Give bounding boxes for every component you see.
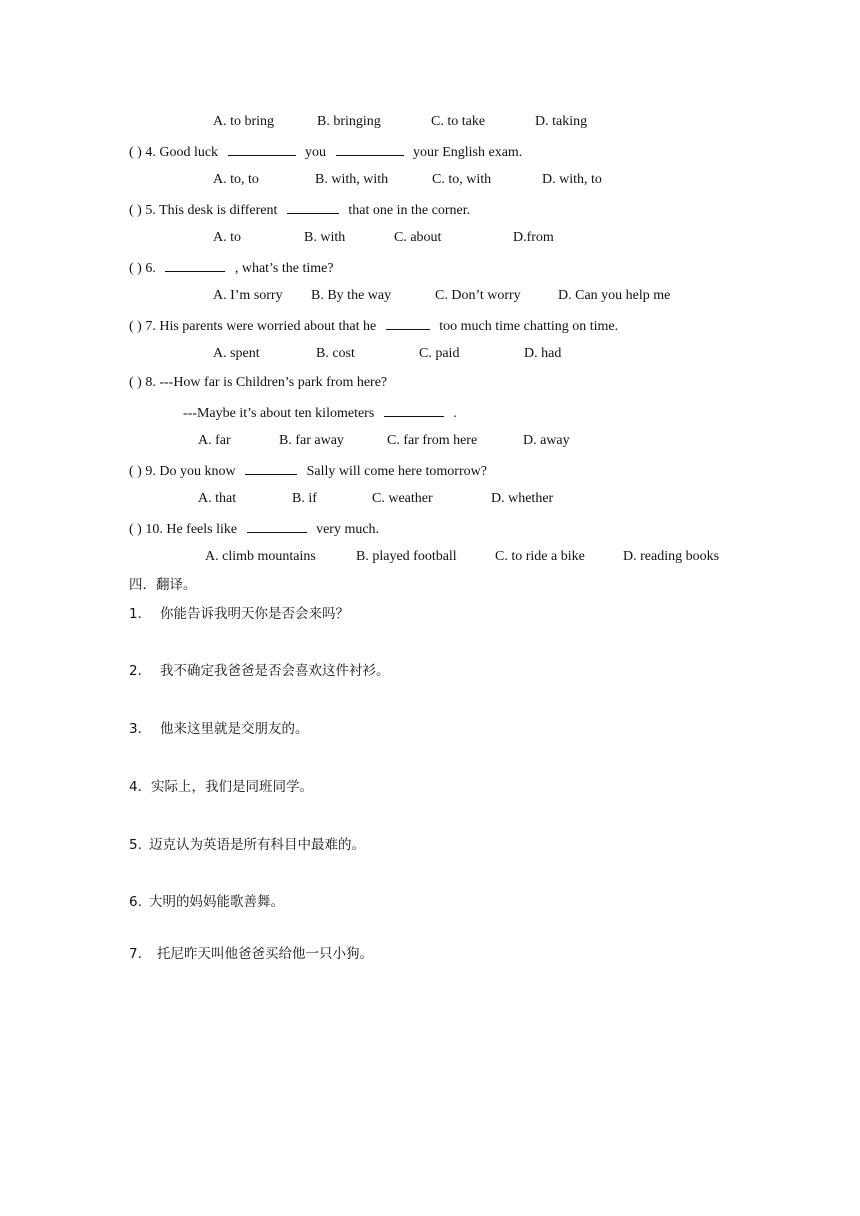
item-number: 1． xyxy=(129,606,152,622)
question-7 xyxy=(129,316,618,336)
q9-option-c: C. weather xyxy=(372,491,433,506)
question-number: 4. xyxy=(145,145,156,160)
q3-option-b: B. bringing xyxy=(317,114,381,129)
section-4-title: 四．翻译。 xyxy=(129,577,197,593)
answer-blank xyxy=(384,403,444,417)
question-text: . xyxy=(453,406,457,421)
item-text: 你能告诉我明天你是否会来吗？ xyxy=(160,606,349,622)
q10-option-b: B. played football xyxy=(356,549,457,564)
q9-option-d: D. whether xyxy=(491,491,554,506)
q8-option-d: D. away xyxy=(523,433,570,448)
question-text: your English exam. xyxy=(413,145,523,160)
question-text: ---Maybe it’s about ten kilometers xyxy=(183,406,375,421)
question-text: Do you know xyxy=(159,464,236,479)
question-text: Sally will come here tomorrow? xyxy=(306,464,487,479)
question-text: , what’s the time? xyxy=(234,261,334,276)
answer-paren: ( ) xyxy=(129,145,142,160)
q5-option-d: D.from xyxy=(513,230,554,245)
item-number: 5. xyxy=(129,837,142,853)
q7-option-c: C. paid xyxy=(419,346,460,361)
q5-option-b: B. with xyxy=(304,230,346,245)
item-text: 托尼昨天叫他爸爸买给他一只小狗。 xyxy=(157,946,373,962)
q6-option-d: D. Can you help me xyxy=(558,288,671,303)
item-number: 4． xyxy=(129,779,152,795)
question-8-reply xyxy=(183,403,457,423)
answer-blank xyxy=(336,142,404,156)
item-number: 2． xyxy=(129,663,152,679)
question-number: 5. xyxy=(145,203,156,218)
answer-blank xyxy=(228,142,296,156)
answer-paren: ( ) xyxy=(129,522,142,537)
question-number: 10. xyxy=(145,522,163,537)
q3-option-a: A. to bring xyxy=(213,114,275,129)
q7-option-d: D. had xyxy=(524,346,562,361)
q9-option-a: A. that xyxy=(198,491,237,506)
q4-option-a: A. to, to xyxy=(213,172,259,187)
item-text: 他来这里就是交朋友的。 xyxy=(160,721,309,737)
answer-blank xyxy=(287,200,339,214)
q4-option-c: C. to, with xyxy=(432,172,492,187)
item-number: 3． xyxy=(129,721,152,737)
q8-option-b: B. far away xyxy=(279,433,344,448)
q7-option-b: B. cost xyxy=(316,346,355,361)
question-text: Good luck xyxy=(159,145,219,160)
translation-item-4 xyxy=(129,778,313,796)
q10-option-d: D. reading books xyxy=(623,549,720,564)
answer-blank xyxy=(245,461,297,475)
question-10 xyxy=(129,519,379,539)
answer-paren: ( ) xyxy=(129,261,142,276)
answer-paren: ( ) xyxy=(129,375,142,390)
translation-item-7 xyxy=(129,945,373,963)
answer-paren: ( ) xyxy=(129,319,142,334)
item-text: 实际上，我们是同班同学。 xyxy=(151,779,313,795)
q5-option-c: C. about xyxy=(394,230,442,245)
question-number: 6. xyxy=(145,261,156,276)
item-text: 我不确定我爸爸是否会喜欢这件衬衫。 xyxy=(160,663,390,679)
question-number: 7. xyxy=(145,319,156,334)
question-text: His parents were worried about that he xyxy=(159,319,377,334)
q9-option-b: B. if xyxy=(292,491,317,506)
answer-blank xyxy=(386,316,430,330)
item-text: 迈克认为英语是所有科目中最难的。 xyxy=(149,837,365,853)
question-text: ---How far is Children’s park from here? xyxy=(159,375,388,390)
translation-item-1 xyxy=(129,605,349,623)
answer-blank xyxy=(247,519,307,533)
q4-option-b: B. with, with xyxy=(315,172,389,187)
translation-item-5 xyxy=(129,836,365,854)
question-text: This desk is different xyxy=(159,203,278,218)
translation-item-2 xyxy=(129,662,390,680)
answer-blank xyxy=(165,258,225,272)
q8-option-a: A. far xyxy=(198,433,231,448)
question-5 xyxy=(129,200,470,220)
item-number: 7. xyxy=(129,946,142,962)
item-number: 6. xyxy=(129,894,142,910)
q7-option-a: A. spent xyxy=(213,346,260,361)
q6-option-a: A. I’m sorry xyxy=(213,288,283,303)
question-text: very much. xyxy=(316,522,380,537)
question-text: He feels like xyxy=(166,522,238,537)
q6-option-c: C. Don’t worry xyxy=(435,288,521,303)
q8-option-c: C. far from here xyxy=(387,433,478,448)
q10-option-c: C. to ride a bike xyxy=(495,549,585,564)
question-number: 8. xyxy=(145,375,156,390)
question-9 xyxy=(129,461,487,481)
question-8 xyxy=(129,374,387,392)
translation-item-3 xyxy=(129,720,309,738)
question-text: that one in the corner. xyxy=(348,203,471,218)
answer-paren: ( ) xyxy=(129,464,142,479)
q3-option-d: D. taking xyxy=(535,114,588,129)
translation-item-6 xyxy=(129,893,284,911)
q5-option-a: A. to xyxy=(213,230,241,245)
question-text: you xyxy=(305,145,327,160)
question-4 xyxy=(129,142,522,162)
q3-option-c: C. to take xyxy=(431,114,486,129)
answer-paren: ( ) xyxy=(129,203,142,218)
item-text: 大明的妈妈能歌善舞。 xyxy=(149,894,284,910)
q6-option-b: B. By the way xyxy=(311,288,392,303)
question-6 xyxy=(129,258,334,278)
question-text: too much time chatting on time. xyxy=(439,319,619,334)
question-number: 9. xyxy=(145,464,156,479)
q10-option-a: A. climb mountains xyxy=(205,549,316,564)
q4-option-d: D. with, to xyxy=(542,172,602,187)
